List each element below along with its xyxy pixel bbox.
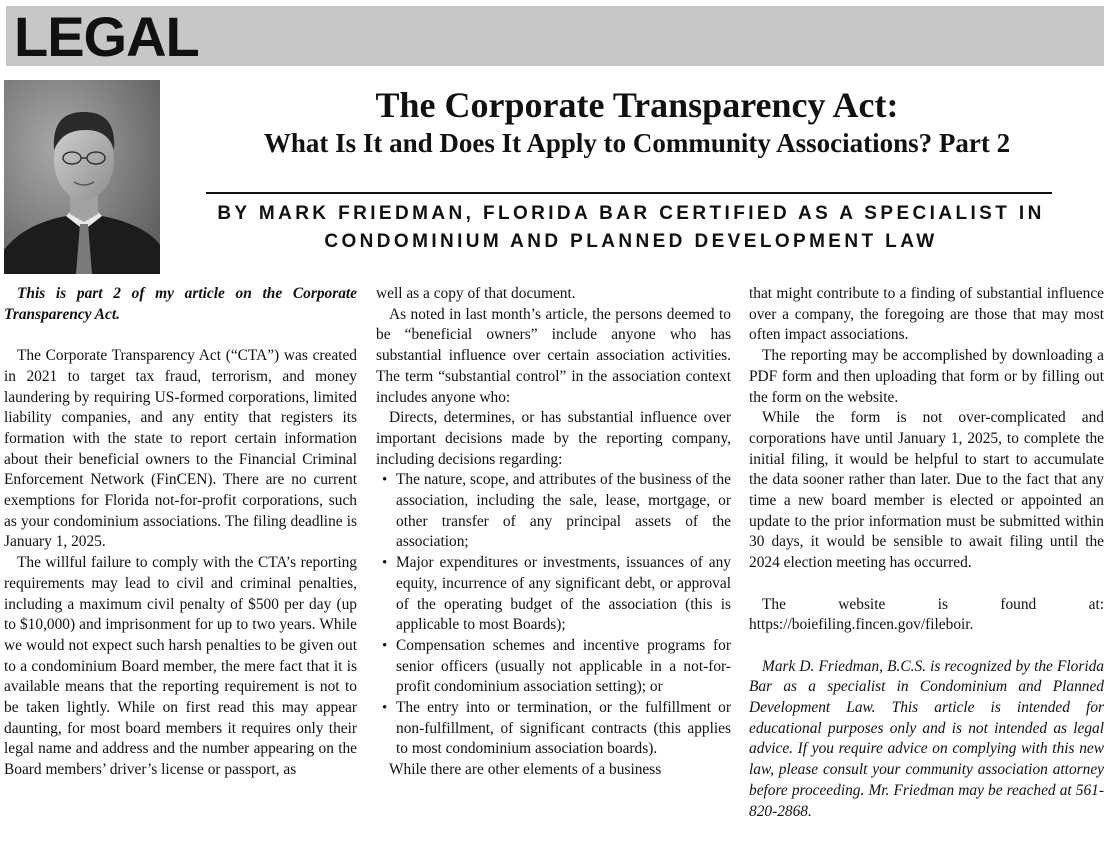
intro-paragraph: This is part 2 of my article on the Corporate Transparency Act. bbox=[4, 285, 357, 323]
section-banner bbox=[6, 6, 1104, 66]
paragraph-filing-timing: While the form is not over-complicated and corporations have until January 1, 2025, to complete the initial filing, it would be helpful to start to accumulate the data sooner rather than later. Due to the fact that any time a new board member is elected or appointed an update to the prior information must be submitted within 30 days, it would be sensible to await filing until the 2024 election meeting has occurred. bbox=[749, 409, 1104, 572]
list-item-text: Compensation schemes and incentive programs for senior officers (usually not applicable in a not-for-profit condominium association setting); or bbox=[396, 636, 731, 696]
author-bio: Mark D. Friedman, B.C.S. is recognized by the Florida Bar as a specialist in Condominium and Planned Development Law. This article is intended for educational purposes only and is not intended as legal advice. If you require advice on complying with this new law, please consult your community association attorney before proceeding. Mr. Friedman may be reached at 561-820-2868. bbox=[749, 657, 1104, 820]
bullet-icon: • bbox=[382, 700, 388, 717]
bullet-icon: • bbox=[382, 637, 388, 654]
paragraph-continued: well as a copy of that document. bbox=[376, 285, 576, 302]
column-3 bbox=[749, 284, 1104, 822]
paragraph-penalties: The willful failure to comply with the CTA’s reporting requirements may lead to civil and criminal penalties, including a maximum civil penalty of $500 per day (up to $10,000) and imprisonment for up to two years. While we would not expect such harsh penalties to be given out to a condominium Board member, the mere fact that it is available means that the reporting requirement is not to be taken lightly. While on first read this may appear daunting, for most board members it requires only their legal name and address and the number appearing on the Board members’ driver’s license or passport, as bbox=[4, 554, 357, 779]
column-1 bbox=[4, 284, 357, 781]
substantial-control-list bbox=[376, 470, 731, 760]
paragraph-website: The website is found at: https://boiefiling.fincen.gov/fileboir. bbox=[749, 595, 1104, 634]
byline-line-1: BY MARK FRIEDMAN, FLORIDA BAR CERTIFIED AS A SPECIALIST IN bbox=[217, 203, 1045, 224]
section-label: LEGAL bbox=[14, 5, 199, 68]
paragraph-other-elements: While there are other elements of a business bbox=[389, 761, 662, 779]
byline-line-2: CONDOMINIUM AND PLANNED DEVELOPMENT LAW bbox=[324, 231, 938, 252]
list-item bbox=[376, 698, 731, 760]
article-title: The Corporate Transparency Act: bbox=[375, 85, 899, 125]
list-item bbox=[376, 636, 731, 698]
list-item bbox=[376, 553, 731, 636]
bullet-icon: • bbox=[382, 472, 388, 489]
paragraph-cta-overview: The Corporate Transparency Act (“CTA”) was created in 2021 to target tax fraud, terrorism, and money laundering by requiring US-formed corporations, limited liability companies, and any entity that registers its formation with the state to report certain information about their beneficial owners to the Financial Criminal Enforcement Network (FinCEN). There are no current exemptions for Florida not-for-profit corporations, such as your condominium associations. The filing deadline is January 1, 2025. bbox=[4, 347, 357, 551]
paragraph-continued: that might contribute to a finding of substantial influence over a company, the foregoing are those that may most often impact associations. bbox=[749, 285, 1104, 344]
list-item-text: The entry into or termination, or the fulfillment or non-fulfillment, of significant contracts (this applies to most condominium association boards). bbox=[396, 699, 731, 758]
author-photo bbox=[4, 80, 160, 274]
column-2 bbox=[376, 284, 731, 781]
title-divider bbox=[206, 192, 1052, 194]
article-subtitle: What Is It and Does It Apply to Community Associations? Part 2 bbox=[263, 128, 1011, 158]
paragraph-beneficial-owners: As noted in last month’s article, the persons deemed to be “beneficial owners” include anyone who has substantial influence over certain association activities. The term “substantial control” in the association context includes anyone who: bbox=[376, 305, 731, 406]
byline bbox=[176, 200, 1086, 256]
list-item bbox=[376, 470, 731, 553]
bullet-icon: • bbox=[382, 555, 388, 572]
list-item-text: Major expenditures or investments, issuances of any equity, incurrence of any significant debt, or approval of the operating budget of the association (this is applicable to most Boards); bbox=[396, 554, 731, 634]
list-item-text: The nature, scope, and attributes of the business of the association, including the sale, lease, mortgage, or other transfer of any principal assets of the association; bbox=[396, 471, 731, 551]
paragraph-directs: Directs, determines, or has substantial influence over important decisions made by the reporting company, including decisions regarding: bbox=[376, 409, 731, 468]
paragraph-reporting-method: The reporting may be accomplished by downloading a PDF form and then uploading that form or by filling out the form on the website. bbox=[749, 347, 1104, 406]
